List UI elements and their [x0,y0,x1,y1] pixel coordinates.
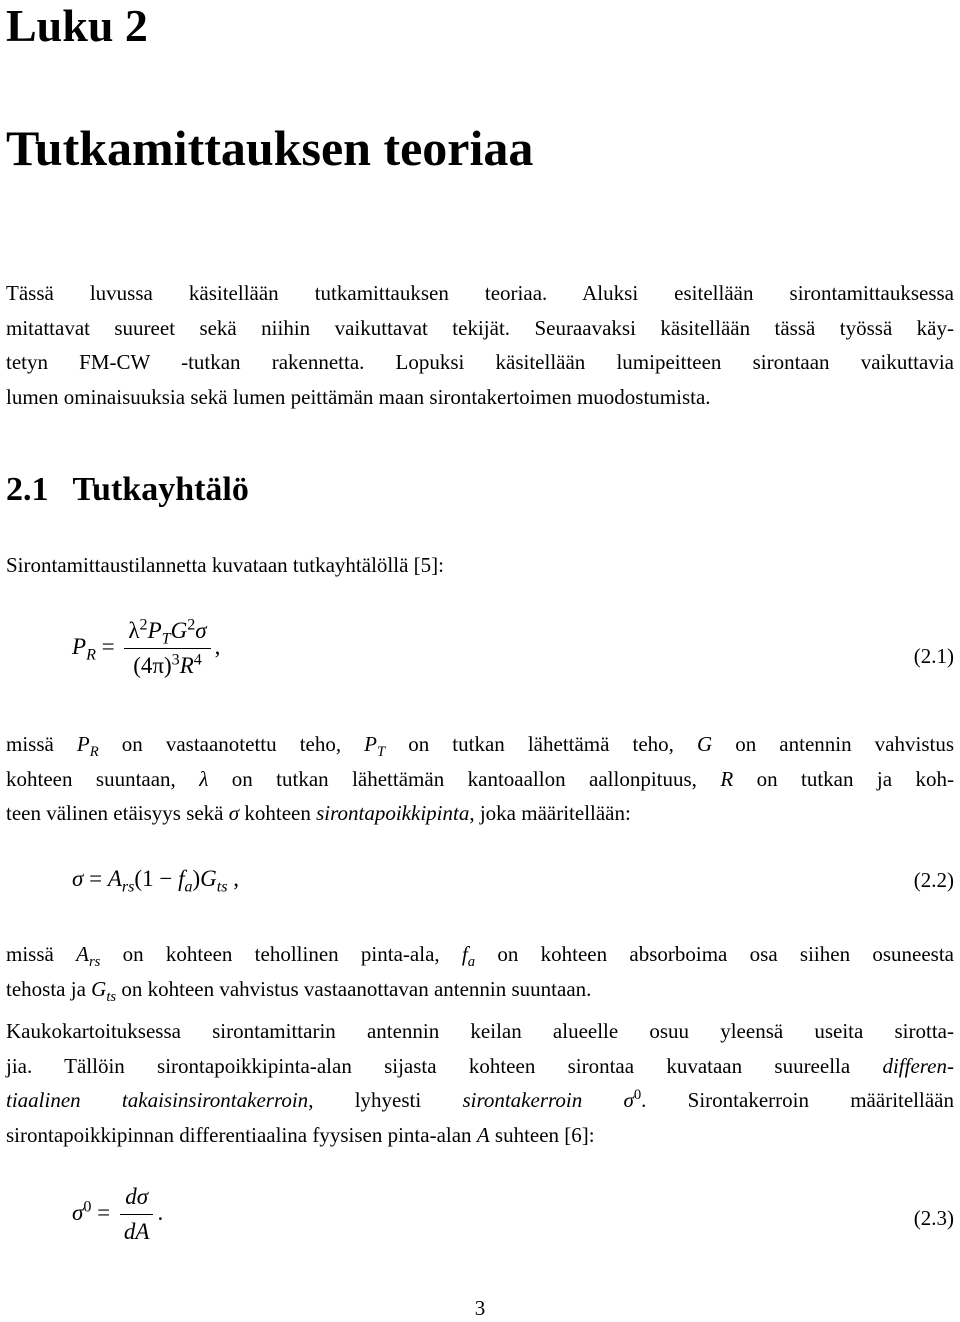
intro-paragraph [6,276,954,414]
paragraph-line: sirontapoikkipinnan differentiaalina fyysisen pinta-alan A suhteen [6]: [6,1122,595,1147]
equation-number-2-2: (2.2) [913,868,954,892]
intro-line: lumen ominaisuuksia sekä lumen peittämän maan sirontakertoimen muodostumista. [6,384,711,409]
paragraph-2 [6,727,954,831]
paragraph-4 [6,1014,954,1152]
paragraph-line: missä $A_{rs}$ on kohteen tehollinen pinta-ala, $f_a$ on kohteen absorboima osa siihen osuneesta [6,942,954,971]
paragraph-3 [6,937,954,1006]
eq1-fraction [124,618,210,679]
paragraph-line: jia. Tällöin sirontapoikkipinta-alan sijasta kohteen sirontaa kuvataan suureella differen- [6,1053,954,1078]
paragraph-line: kohteen suuntaan, λ on tutkan lähettämän kantoaallon aallonpituus, R on tutkan ja koh- [6,766,954,791]
eq3-numerator: dσ [120,1184,154,1215]
eq1-numerator: $\lambda^2P_TG^2\sigma$ [124,618,210,649]
eq3-lhs: $\sigma^0$ = [72,1198,111,1225]
eq1-lhs: P [72,633,87,659]
paragraph-line: tiaalinen takaisinsirontakerroin, lyhyesti sirontakerroin $\sigma^0$. Sirontakerroin määritellään [6,1087,954,1112]
equation-2-3 [72,1184,163,1245]
intro-line: Tässä luvussa käsitellään tutkamittauksen teoriaa. Aluksi esitellään sirontamittauksessa [6,281,954,305]
paragraph-line: Kaukokartoituksessa sirontamittarin antennin keilan alueelle osuu yleensä useita sirotta- [6,1019,954,1043]
section-number: 2.1 [6,471,49,508]
page-number: 3 [474,1296,486,1320]
intro-line: mitattavat suureet sekä niihin vaikuttavat tekijät. Seuraavaksi käsitellään tässä työssä käy- [6,315,954,340]
equation-number-2-1: (2.1) [913,644,954,668]
paragraph-text: Sirontamittaustilannetta kuvataan tutkayhtälöllä [5]: [6,553,444,577]
equation-2-2: $\sigma = A_{rs}(1 - f_a)G_{ts}$ , [72,866,240,896]
chapter-title: Tutkamittauksen teoriaa [6,120,534,176]
paragraph-1 [6,548,954,583]
section-heading [6,468,249,512]
eq1-denominator: $(4\pi)^3R^4$ [133,651,202,678]
eq1-lhs-sub: R [86,646,96,664]
section-title: Tutkayhtälö [72,471,249,508]
paragraph-line: tehosta ja $G_{ts}$ on kohteen vahvistus vastaanottavan antennin suuntaan. [6,976,592,1005]
equation-number-2-3: (2.3) [913,1206,954,1230]
paragraph-line: teen välinen etäisyys sekä σ kohteen sirontapoikkipinta, joka määritellään: [6,801,631,825]
eq3-fraction [120,1184,154,1245]
eq3-tail: . [157,1199,164,1225]
equation-2-1: $P_R$ = $\frac{\lambda^2P_TG^2\sigma}{(4\pi)^3R^4}$ , [72,616,221,678]
paragraph-line: missä $P_R$ on vastaanotettu teho, $P_T$ on tutkan lähettämä teho, G on antennin vahvistus [6,732,954,761]
eq3-denominator: dA [123,1219,150,1244]
intro-line: tetyn FM-CW -tutkan rakennetta. Lopuksi käsitellään lumipeitteen sirontaan vaikuttavia [6,350,954,374]
chapter-label: Luku 2 [6,0,148,51]
